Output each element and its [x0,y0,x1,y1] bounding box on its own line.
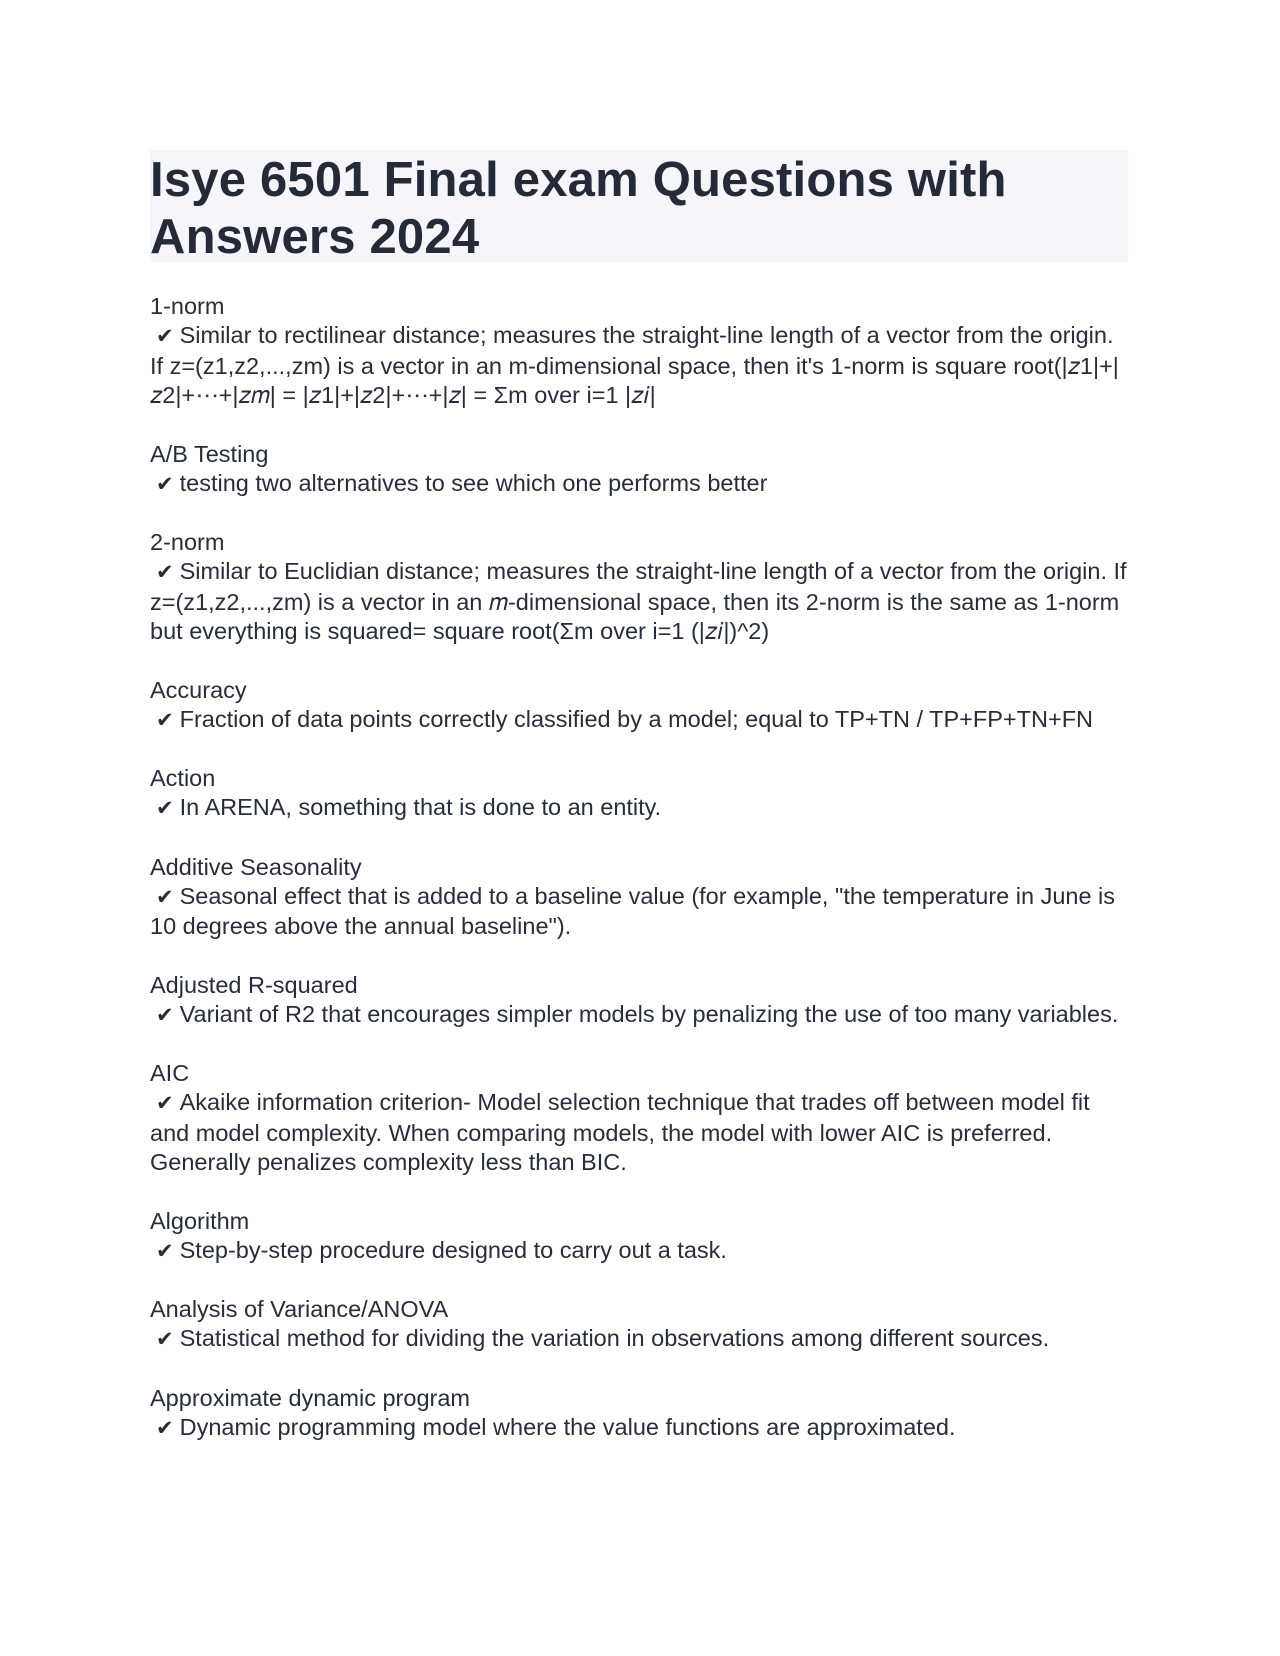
glossary-entry [150,676,1128,736]
checkmark-icon: ✔ [156,1002,174,1027]
glossary-entry [150,292,1128,411]
entry-term: AIC [150,1060,190,1086]
entry-term: A/B Testing [150,440,269,467]
entry-definition-text: Step-by-step procedure designed to carry out a task. [179,1236,727,1263]
checkmark-icon: ✔ [156,1327,174,1351]
document-page [150,150,1128,1472]
entry-term: 1-norm [150,293,225,319]
entry-definition-text: Similar to rectilinear distance; measures the straight-line length of a vector from the origin. If z=(z1,z2,...,zm) is a vector in an m-dimensional space, then it's 1-norm is square root(|𝑧1|+|𝑧2|+⋯+|𝑧𝑚| = |𝑧1|+|𝑧2|+⋯+|𝑧| = Σm over i=1 |𝑧𝑖| [150,322,1119,408]
entry-term: Additive Seasonality [150,853,362,880]
glossary-entry [150,1207,1128,1267]
entry-definition-text: testing two alternatives to see which one performs better [179,469,768,496]
entry-definition [150,793,1128,824]
entry-definition-text: Statistical method for dividing the variation in observations among different sources. [179,1325,1050,1351]
entry-term: Accuracy [150,676,247,703]
glossary-list [150,292,1128,1443]
glossary-entry [150,528,1128,647]
entry-definition [150,1088,1128,1178]
checkmark-icon: ✔ [156,1238,174,1263]
checkmark-icon: ✔ [156,707,174,732]
checkmark-icon: ✔ [156,1091,174,1115]
entry-definition-text: Fraction of data points correctly classified by a model; equal to TP+TN / TP+FP+TN+FN [179,705,1094,732]
glossary-entry [150,1059,1128,1178]
glossary-entry [150,971,1128,1031]
entry-term: Algorithm [150,1207,250,1234]
checkmark-icon: ✔ [156,796,174,820]
glossary-entry [150,853,1128,942]
title-block [150,150,1128,262]
entry-term: Analysis of Variance/ANOVA [150,1296,449,1322]
entry-definition [150,557,1128,647]
entry-definition [150,469,1128,500]
glossary-entry [150,1384,1128,1444]
entry-definition-text: Similar to Euclidian distance; measures the straight-line length of a vector from the origin. If z=(z1,z2,...,zm) is a vector in an 𝑚-dimensional space, then its 2-norm is the same as 1-norm but everything is squared= square root(Σm over i=1 (|𝑧𝑖|)^2) [150,558,1127,644]
entry-definition-text: Seasonal effect that is added to a baseline value (for example, "the temperature in June is 10 degrees above the annual baseline"). [150,882,1116,939]
entry-term: 2-norm [150,529,225,555]
entry-definition-text: Variant of R2 that encourages simpler models by penalizing the use of too many variables. [179,1000,1119,1027]
entry-term: Adjusted R-squared [150,971,358,998]
entry-definition-text: Akaike information criterion- Model selection technique that trades off between model fit and model complexity. When comparing models, the model with lower AIC is preferred. Generally penalizes complexity less than BIC. [150,1089,1090,1175]
document-title: Isye 6501 Final exam Questions with Answers 2024 [150,153,1007,264]
checkmark-icon: ✔ [156,560,174,584]
entry-term: Action [150,765,216,791]
glossary-entry [150,764,1128,824]
entry-definition-text: Dynamic programming model where the value functions are approximated. [179,1413,956,1440]
entry-definition [150,705,1128,736]
entry-definition [150,1413,1128,1444]
entry-term: Approximate dynamic program [150,1384,470,1411]
entry-definition [150,321,1128,411]
checkmark-icon: ✔ [156,1415,174,1440]
checkmark-icon: ✔ [156,471,174,496]
entry-definition [150,1324,1128,1355]
glossary-entry [150,440,1128,500]
glossary-entry [150,1295,1128,1355]
entry-definition-text: In ARENA, something that is done to an entity. [179,794,662,820]
entry-definition [150,1236,1128,1267]
checkmark-icon: ✔ [156,324,174,348]
entry-definition [150,882,1128,942]
entry-definition [150,1000,1128,1031]
checkmark-icon: ✔ [156,884,174,909]
